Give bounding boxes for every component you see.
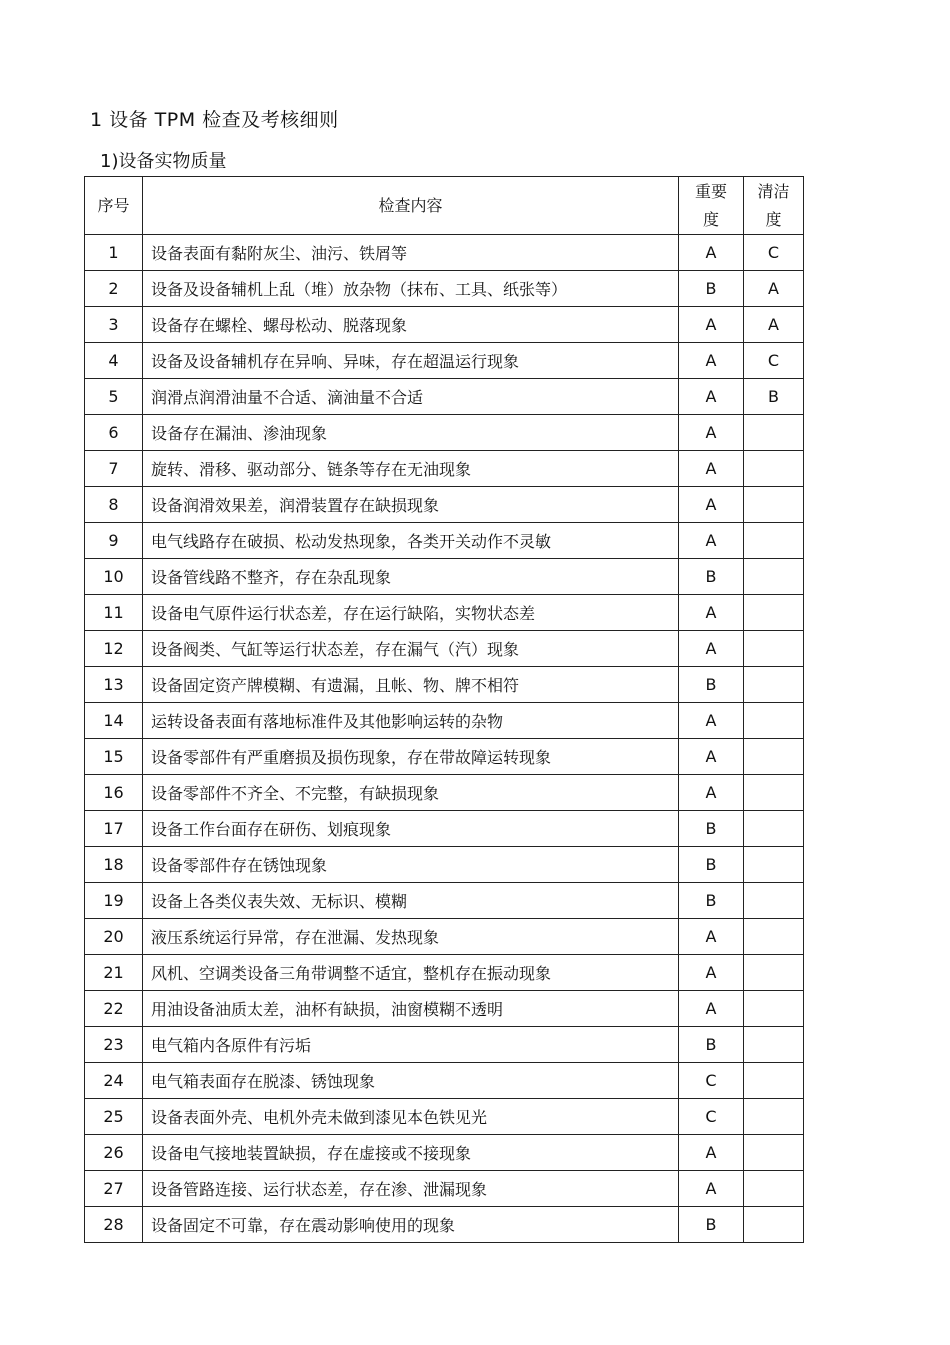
- row-no: 6: [85, 415, 143, 451]
- row-no: 2: [85, 271, 143, 307]
- row-no: 18: [85, 847, 143, 883]
- row-content: 设备润滑效果差，润滑装置存在缺损现象: [143, 487, 679, 523]
- row-cleanliness: [744, 1099, 804, 1135]
- row-no: 20: [85, 919, 143, 955]
- row-importance: A: [679, 595, 744, 631]
- row-no: 10: [85, 559, 143, 595]
- table-row: [85, 955, 804, 991]
- row-cleanliness: [744, 775, 804, 811]
- row-content: 润滑点润滑油量不合适、滴油量不合适: [143, 379, 679, 415]
- row-no: 16: [85, 775, 143, 811]
- table-row: [85, 1027, 804, 1063]
- table-row: [85, 811, 804, 847]
- row-content: 风机、空调类设备三角带调整不适宜，整机存在振动现象: [143, 955, 679, 991]
- table-row: [85, 1099, 804, 1135]
- row-content: 设备上各类仪表失效、无标识、模糊: [143, 883, 679, 919]
- row-no: 7: [85, 451, 143, 487]
- row-importance: B: [679, 559, 744, 595]
- row-content: 设备固定不可靠，存在震动影响使用的现象: [143, 1207, 679, 1243]
- row-content: 设备表面外壳、电机外壳未做到漆见本色铁见光: [143, 1099, 679, 1135]
- row-no: 3: [85, 307, 143, 343]
- row-importance: B: [679, 847, 744, 883]
- table-body: [85, 235, 804, 1243]
- row-importance: A: [679, 955, 744, 991]
- header-content: 检查内容: [143, 177, 679, 235]
- table-row: [85, 343, 804, 379]
- table-row: [85, 631, 804, 667]
- row-importance: A: [679, 991, 744, 1027]
- row-importance: C: [679, 1099, 744, 1135]
- row-cleanliness: [744, 991, 804, 1027]
- table-row: [85, 271, 804, 307]
- row-importance: B: [679, 667, 744, 703]
- table-row: [85, 991, 804, 1027]
- row-content: 液压系统运行异常，存在泄漏、发热现象: [143, 919, 679, 955]
- header-cleanliness-label: 清洁度: [757, 181, 790, 229]
- row-importance: B: [679, 1207, 744, 1243]
- row-content: 运转设备表面有落地标准件及其他影响运转的杂物: [143, 703, 679, 739]
- table-row: [85, 235, 804, 271]
- row-importance: A: [679, 451, 744, 487]
- row-cleanliness: [744, 1027, 804, 1063]
- row-importance: A: [679, 1135, 744, 1171]
- row-content: 旋转、滑移、驱动部分、链条等存在无油现象: [143, 451, 679, 487]
- row-cleanliness: [744, 1207, 804, 1243]
- row-no: 24: [85, 1063, 143, 1099]
- table-header-row: [85, 177, 804, 235]
- table-row: [85, 451, 804, 487]
- table-row: [85, 595, 804, 631]
- row-content: 设备零部件有严重磨损及损伤现象，存在带故障运转现象: [143, 739, 679, 775]
- table-row: [85, 1063, 804, 1099]
- header-importance-label: 重要度: [694, 181, 727, 229]
- row-cleanliness: [744, 739, 804, 775]
- row-no: 12: [85, 631, 143, 667]
- table-row: [85, 523, 804, 559]
- row-importance: A: [679, 523, 744, 559]
- row-no: 1: [85, 235, 143, 271]
- row-importance: A: [679, 703, 744, 739]
- row-no: 14: [85, 703, 143, 739]
- table-row: [85, 559, 804, 595]
- header-cleanliness: [744, 177, 804, 235]
- table-row: [85, 1207, 804, 1243]
- row-importance: A: [679, 487, 744, 523]
- row-importance: A: [679, 919, 744, 955]
- row-cleanliness: [744, 631, 804, 667]
- row-content: 设备存在螺栓、螺母松动、脱落现象: [143, 307, 679, 343]
- row-cleanliness: [744, 1171, 804, 1207]
- row-content: 设备及设备辅机存在异响、异味，存在超温运行现象: [143, 343, 679, 379]
- row-cleanliness: [744, 487, 804, 523]
- row-cleanliness: [744, 1063, 804, 1099]
- row-importance: A: [679, 631, 744, 667]
- row-importance: C: [679, 1063, 744, 1099]
- table-row: [85, 775, 804, 811]
- row-cleanliness: [744, 847, 804, 883]
- row-content: 设备工作台面存在研伤、划痕现象: [143, 811, 679, 847]
- row-content: 设备及设备辅机上乱（堆）放杂物（抹布、工具、纸张等）: [143, 271, 679, 307]
- document-title: 1 设备 TPM 检查及考核细则: [90, 109, 339, 131]
- inspection-table: [84, 176, 804, 1243]
- header-no: 序号: [85, 177, 143, 235]
- row-importance: B: [679, 883, 744, 919]
- row-no: 25: [85, 1099, 143, 1135]
- row-importance: A: [679, 379, 744, 415]
- row-cleanliness: [744, 523, 804, 559]
- row-no: 15: [85, 739, 143, 775]
- row-no: 26: [85, 1135, 143, 1171]
- row-cleanliness: [744, 559, 804, 595]
- row-importance: A: [679, 775, 744, 811]
- row-content: 设备电气原件运行状态差，存在运行缺陷，实物状态差: [143, 595, 679, 631]
- row-no: 4: [85, 343, 143, 379]
- table-row: [85, 379, 804, 415]
- row-importance: B: [679, 811, 744, 847]
- row-content: 设备零部件存在锈蚀现象: [143, 847, 679, 883]
- row-importance: A: [679, 739, 744, 775]
- section-subtitle: 1)设备实物质量: [100, 151, 227, 172]
- row-cleanliness: C: [744, 235, 804, 271]
- row-importance: B: [679, 1027, 744, 1063]
- row-no: 19: [85, 883, 143, 919]
- row-cleanliness: [744, 955, 804, 991]
- row-no: 27: [85, 1171, 143, 1207]
- row-content: 设备零部件不齐全、不完整，有缺损现象: [143, 775, 679, 811]
- table-row: [85, 883, 804, 919]
- row-cleanliness: [744, 703, 804, 739]
- row-content: 设备存在漏油、渗油现象: [143, 415, 679, 451]
- row-content: 设备阀类、气缸等运行状态差，存在漏气（汽）现象: [143, 631, 679, 667]
- row-content: 电气箱内各原件有污垢: [143, 1027, 679, 1063]
- row-no: 5: [85, 379, 143, 415]
- row-content: 设备电气接地装置缺损，存在虚接或不接现象: [143, 1135, 679, 1171]
- table-row: [85, 739, 804, 775]
- row-no: 22: [85, 991, 143, 1027]
- row-cleanliness: [744, 415, 804, 451]
- row-no: 13: [85, 667, 143, 703]
- row-content: 设备管路连接、运行状态差，存在渗、泄漏现象: [143, 1171, 679, 1207]
- row-content: 电气箱表面存在脱漆、锈蚀现象: [143, 1063, 679, 1099]
- table-row: [85, 307, 804, 343]
- row-importance: A: [679, 235, 744, 271]
- table-row: [85, 415, 804, 451]
- table-row: [85, 1135, 804, 1171]
- row-cleanliness: [744, 919, 804, 955]
- table-row: [85, 667, 804, 703]
- row-content: 用油设备油质太差，油杯有缺损，油窗模糊不透明: [143, 991, 679, 1027]
- row-importance: B: [679, 271, 744, 307]
- row-cleanliness: C: [744, 343, 804, 379]
- table-row: [85, 919, 804, 955]
- table-row: [85, 703, 804, 739]
- row-content: 设备固定资产牌模糊、有遗漏，且帐、物、牌不相符: [143, 667, 679, 703]
- row-no: 23: [85, 1027, 143, 1063]
- row-cleanliness: A: [744, 307, 804, 343]
- row-content: 设备表面有黏附灰尘、油污、铁屑等: [143, 235, 679, 271]
- table-row: [85, 847, 804, 883]
- header-importance: [679, 177, 744, 235]
- table-row: [85, 1171, 804, 1207]
- row-cleanliness: [744, 595, 804, 631]
- row-no: 11: [85, 595, 143, 631]
- row-cleanliness: [744, 667, 804, 703]
- row-importance: A: [679, 343, 744, 379]
- row-no: 17: [85, 811, 143, 847]
- row-cleanliness: B: [744, 379, 804, 415]
- row-importance: A: [679, 1171, 744, 1207]
- row-no: 9: [85, 523, 143, 559]
- row-no: 21: [85, 955, 143, 991]
- row-cleanliness: A: [744, 271, 804, 307]
- row-no: 8: [85, 487, 143, 523]
- row-cleanliness: [744, 1135, 804, 1171]
- row-content: 设备管线路不整齐，存在杂乱现象: [143, 559, 679, 595]
- row-cleanliness: [744, 811, 804, 847]
- row-content: 电气线路存在破损、松动发热现象，各类开关动作不灵敏: [143, 523, 679, 559]
- row-importance: A: [679, 307, 744, 343]
- row-cleanliness: [744, 451, 804, 487]
- row-no: 28: [85, 1207, 143, 1243]
- table-row: [85, 487, 804, 523]
- row-cleanliness: [744, 883, 804, 919]
- row-importance: A: [679, 415, 744, 451]
